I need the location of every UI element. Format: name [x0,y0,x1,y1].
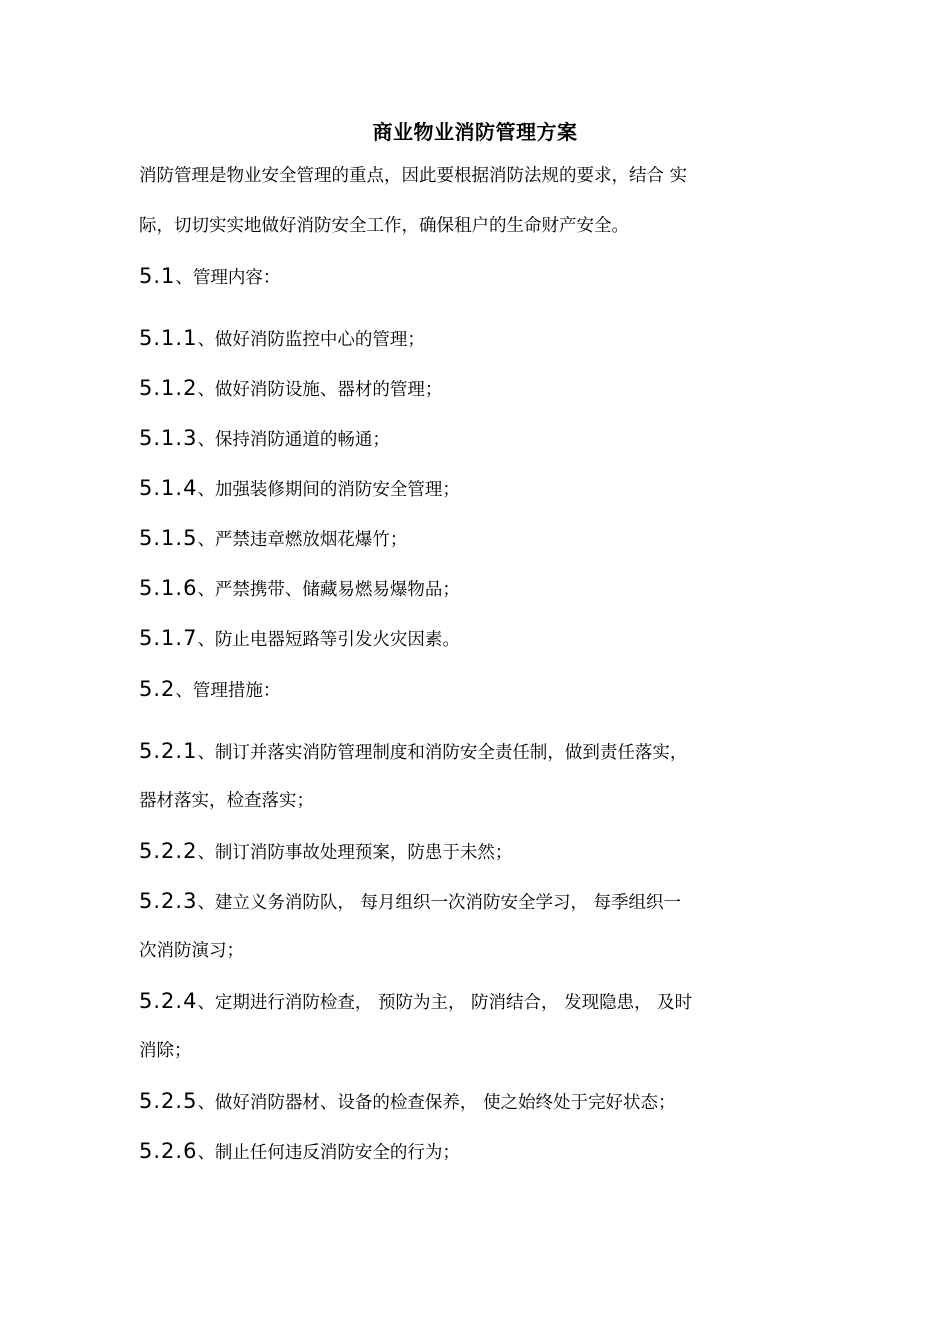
section-heading-5-1 [139,261,819,293]
item-text: 、制订并落实消防管理制度和消防安全责任制，做到责任落实， [197,743,688,763]
intro-line-1: 消防管理是物业安全管理的重点，因此要根据消防法规的要求，结合 实 [139,166,688,186]
list-item-5-2-1-continuation: 器材落实，检查落实； [139,791,314,811]
item-number: 5.2.1 [139,739,198,763]
list-item-5-1-5 [139,523,819,555]
item-text: 、严禁携带、储藏易燃易爆物品； [197,580,460,600]
list-item-5-1-3 [139,423,819,455]
item-text: 、严禁违章燃放烟花爆竹； [197,530,408,550]
item-number: 5.1.4 [139,476,198,500]
item-number: 5.1.6 [139,576,198,600]
item-text: 、做好消防设施、器材的管理； [197,380,443,400]
item-text: 、建立义务消防队， 每月组织一次消防安全学习， 每季组织一 [197,893,682,913]
list-item-5-1-6 [139,573,819,605]
section-heading-5-2 [139,674,819,706]
item-number: 5.1.1 [139,326,198,350]
item-text: 、保持消防通道的畅通； [197,430,390,450]
item-number: 5.1.2 [139,376,198,400]
list-item-5-2-1 [139,736,819,768]
list-item-5-1-4 [139,473,819,505]
list-item-5-2-4-continuation: 消除； [139,1041,192,1061]
list-item-5-2-3 [139,886,819,918]
list-item-5-1-7 [139,623,819,655]
item-number: 5.2.2 [139,839,198,863]
list-item-5-2-3-continuation: 次消防演习； [139,941,244,961]
item-text: 、做好消防器材、设备的检查保养， 使之始终处于完好状态； [197,1093,676,1113]
item-text: 、加强装修期间的消防安全管理； [197,480,460,500]
item-text: 、制止任何违反消防安全的行为； [197,1143,460,1163]
section-label: 、管理内容： [175,268,281,288]
item-number: 5.1.7 [139,626,198,650]
item-number: 5.1.5 [139,526,198,550]
item-text: 、防止电器短路等引发火灾因素。 [197,630,460,650]
list-item-5-1-2 [139,373,819,405]
item-number: 5.2.6 [139,1139,198,1163]
list-item-5-2-5 [139,1086,819,1118]
list-item-5-1-1 [139,323,819,355]
section-label: 、管理措施： [175,681,281,701]
item-number: 5.1.3 [139,426,198,450]
list-item-5-2-4 [139,986,819,1018]
list-item-5-2-2 [139,836,819,868]
item-number: 5.2.3 [139,889,198,913]
item-text: 、做好消防监控中心的管理； [197,330,425,350]
item-text: 、制订消防事故处理预案，防患于未然； [197,843,513,863]
list-item-5-2-6 [139,1136,819,1168]
section-number: 5.2 [139,677,176,701]
intro-line-2: 际，切切实实地做好消防安全工作，确保租户的生命财产安全。 [139,216,629,236]
section-number: 5.1 [139,264,176,288]
document-title: 商业物业消防管理方案 [372,120,578,144]
item-number: 5.2.5 [139,1089,198,1113]
item-text: 、定期进行消防检查， 预防为主， 防消结合， 发现隐患， 及时 [197,993,693,1013]
item-number: 5.2.4 [139,989,198,1013]
